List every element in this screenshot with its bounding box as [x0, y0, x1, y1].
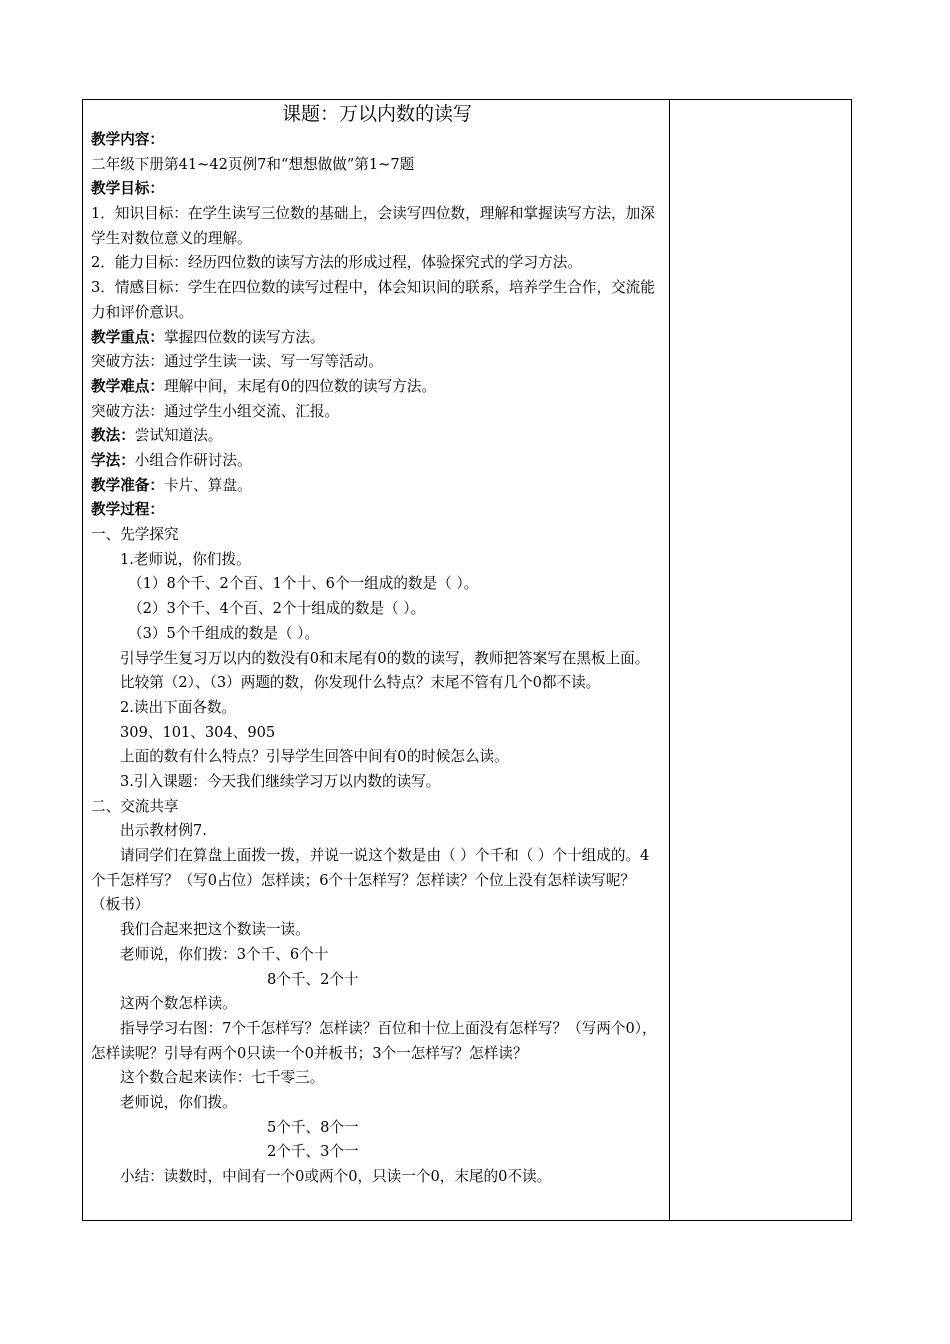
s1-numbers: 309、101、304、905	[120, 723, 276, 741]
s1-item1: 1.老师说，你们拨。	[120, 550, 251, 568]
s2-summary: 小结：读数时，中间有一个0或两个0，只读一个0，末尾的0不读。	[120, 1168, 552, 1186]
s2-combined: 这个数合起来读作：七千零三。	[120, 1069, 325, 1087]
s1-guide: 引导学生复习万以内的数没有0和末尾有0的数的读写，教师把答案写在黑板上面。	[120, 649, 650, 667]
process-heading: 教学过程：	[91, 501, 164, 519]
learn-method-text: 小组合作研讨法。	[134, 452, 252, 469]
s1-item3: 3.引入课题：今天我们继续学习万以内数的读写。	[120, 772, 441, 790]
content-text: 二年级下册第41~42页例7和“想想做做”第1~7题	[91, 155, 415, 173]
teach-method-line	[91, 424, 663, 449]
teach-method-label: 教法：	[91, 427, 135, 445]
s2-teacher2: 老师说，你们拨。	[120, 1093, 237, 1111]
difficulty-text: 理解中间，末尾有0的四位数的读写方法。	[163, 377, 436, 395]
learn-method-line	[91, 449, 663, 474]
section-heading-1: 一、先学探究	[91, 526, 179, 544]
prep-label: 教学准备：	[91, 476, 164, 494]
s2-read: 我们合起来把这个数读一读。	[120, 921, 310, 939]
s2-paragraph: 请同学们在算盘上面拨一拨，并说一说这个数是由（ ）个千和（ ）个十组成的。4个千怎样写？（写0占位）怎样读；6个十怎样写？怎样读？个位上没有怎样读写呢？（板书）	[91, 847, 650, 914]
s2-show: 出示教材例7.	[120, 822, 207, 840]
keypoint-text: 掌握四位数的读写方法。	[163, 328, 325, 346]
difficulty-label: 教学难点：	[91, 377, 164, 395]
page-title: 课题：万以内数的读写	[281, 103, 472, 125]
s1-question2: （2）3个千、4个百、2个十组成的数是（ ）。	[128, 600, 426, 618]
difficulty-method: 突破方法：通过学生小组交流、汇报。	[91, 402, 340, 420]
s2-number1: 5个千、8个一	[267, 1118, 359, 1136]
s2-number2: 2个千、3个一	[267, 1143, 359, 1161]
lesson-plan-table	[82, 99, 852, 1221]
keypoint-line	[91, 326, 663, 351]
keypoint-label: 教学重点：	[91, 328, 164, 346]
s2-teacher1b: 8个千、2个十	[267, 970, 359, 988]
s1-item2: 2.读出下面各数。	[120, 698, 237, 716]
s1-question3: （3）5个千组成的数是（ ）。	[128, 624, 320, 642]
s1-compare: 比较第（2）、（3）两题的数，你发现什么特点？末尾不管有几个0都不读。	[120, 674, 601, 692]
learn-method-label: 学法：	[91, 452, 135, 469]
difficulty-line	[91, 375, 663, 400]
s2-teacher1: 老师说，你们拨：3个千、6个十	[120, 945, 329, 963]
goal-ability: 2．能力目标：经历四位数的读写方法的形成过程，体验探究式的学习方法。	[91, 254, 582, 272]
prep-line	[91, 474, 663, 499]
main-column	[91, 100, 663, 1190]
s1-question1: （1）8个千、2个百、1个十、6个一组成的数是（ ）。	[128, 575, 479, 593]
s2-how: 这两个数怎样读。	[120, 995, 237, 1013]
section-heading-2: 二、交流共享	[91, 797, 179, 815]
keypoint-method: 突破方法：通过学生读一读、写一写等活动。	[91, 353, 383, 371]
s1-feature: 上面的数有什么特点？引导学生回答中间有0的时候怎么读。	[120, 748, 509, 766]
content-heading: 教学内容：	[91, 131, 164, 148]
column-divider	[669, 100, 670, 1220]
goals-heading: 教学目标：	[91, 180, 164, 198]
prep-text: 卡片、算盘。	[163, 476, 252, 494]
goal-emotion: 3．情感目标：学生在四位数的读写过程中，体会知识间的联系，培养学生合作，交流能力和评价意识。	[91, 279, 655, 321]
s2-guide: 指导学习右图：7个千怎样写？怎样读？百位和十位上面没有怎样写？（写两个0），怎样读呢？引导有两个0只读一个0并板书；3个一怎样写？怎样读？	[91, 1019, 657, 1062]
teach-method-text: 尝试知道法。	[134, 427, 223, 445]
goal-knowledge: 1．知识目标：在学生读写三位数的基础上，会读写四位数，理解和掌握读写方法，加深学生对数位意义的理解。	[91, 205, 655, 247]
